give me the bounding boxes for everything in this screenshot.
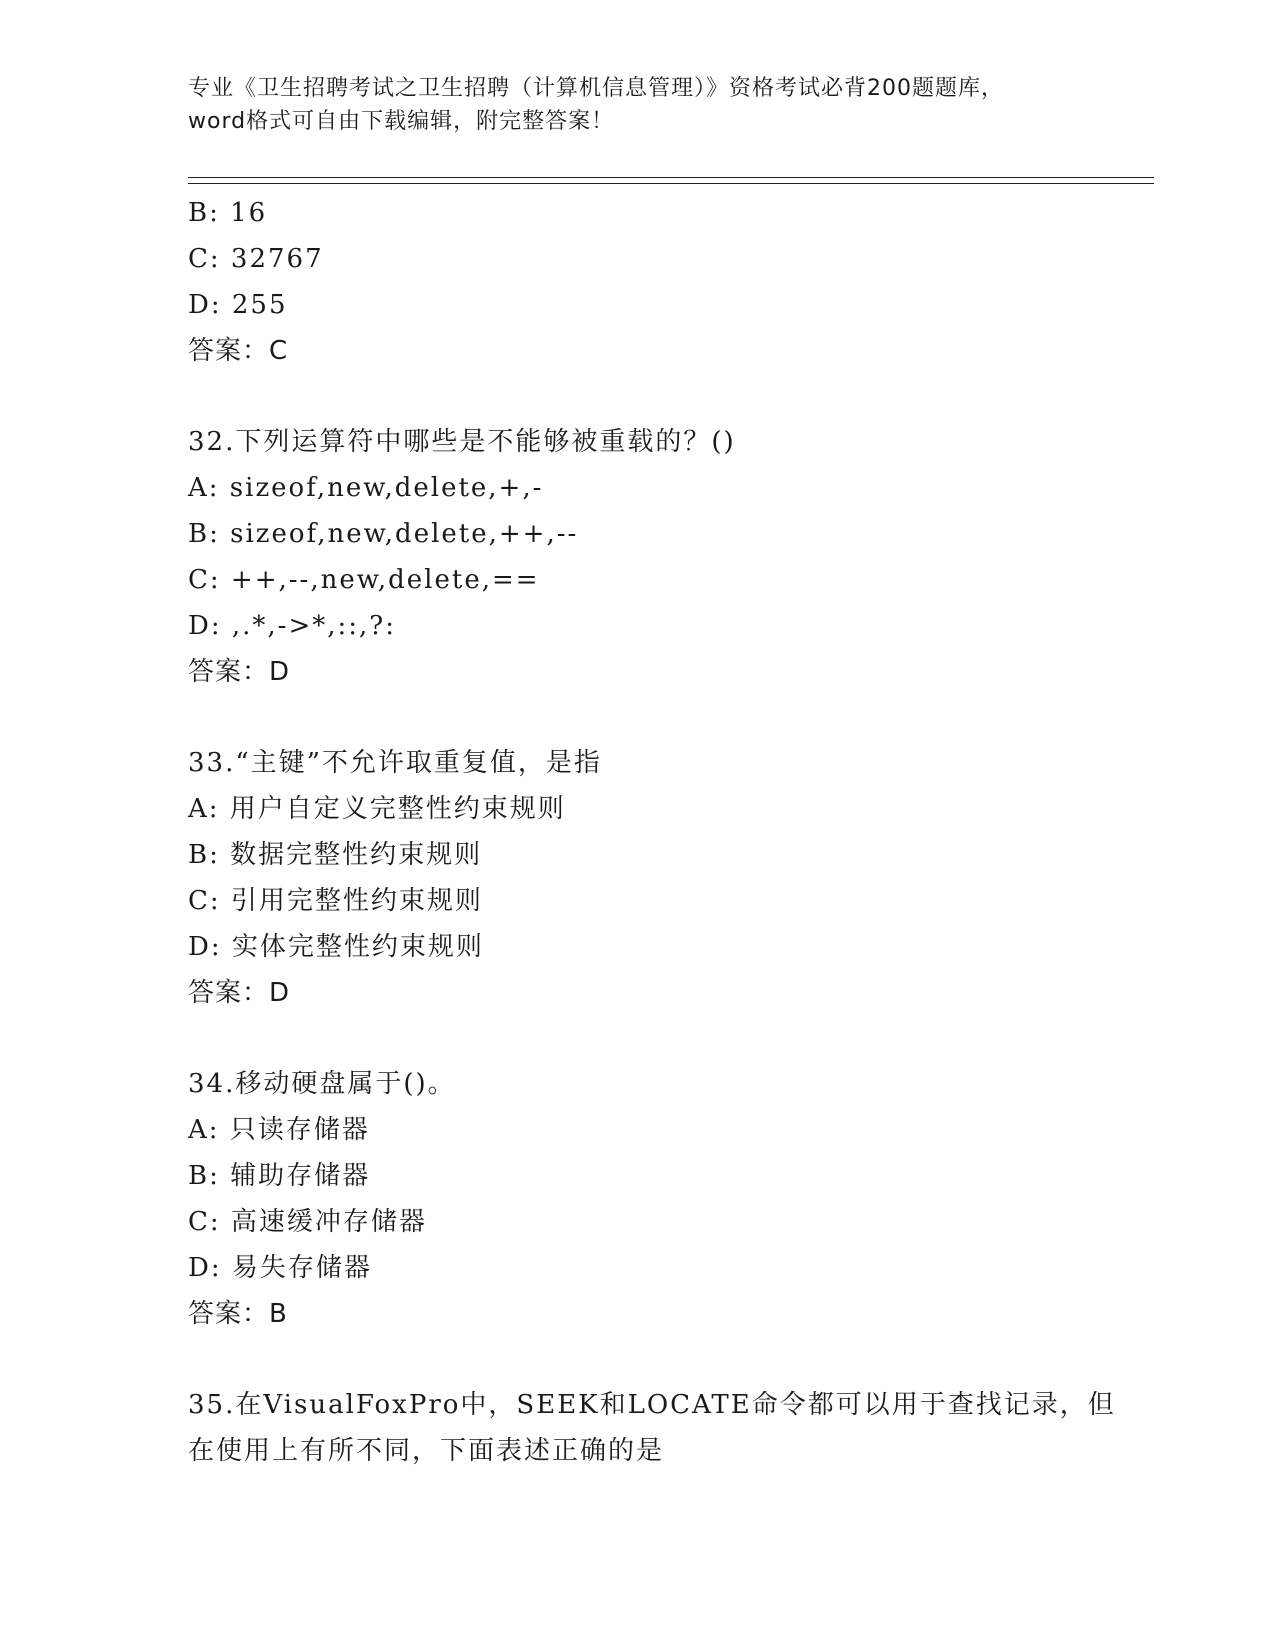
answer-line: 答案：C xyxy=(188,336,289,366)
spacer xyxy=(188,1016,1108,1061)
option-c: C: 32767 xyxy=(188,244,324,274)
option-a: A: 用户自定义完整性约束规则 xyxy=(188,794,566,824)
option-c: C: ++,--,new,delete,== xyxy=(188,565,540,595)
spacer xyxy=(188,1337,1108,1382)
question-stem: 33.“主键”不允许取重复值，是指 xyxy=(188,748,602,778)
option-a: A: 只读存储器 xyxy=(188,1115,370,1145)
header-divider-top xyxy=(188,177,1154,178)
question-stem: 32.下列运算符中哪些是不能够被重载的？() xyxy=(188,427,736,457)
option-c: C: 高速缓冲存储器 xyxy=(188,1207,427,1237)
question-33 xyxy=(188,740,1108,1016)
option-d: D: 255 xyxy=(188,290,288,320)
question-stem: 34.移动硬盘属于()。 xyxy=(188,1069,456,1099)
header-divider-bottom xyxy=(188,183,1154,184)
option-d: D: 实体完整性约束规则 xyxy=(188,932,484,962)
question-stem-line-1: 35.在VisualFoxPro中，SEEK和LOCATE命令都可以用于查找记录，但 xyxy=(188,1390,1116,1420)
option-c: C: 引用完整性约束规则 xyxy=(188,886,483,916)
spacer xyxy=(188,374,1108,419)
option-b: B: 16 xyxy=(188,198,268,228)
question-stem-line-2: 在使用上有所不同，下面表述正确的是 xyxy=(188,1436,665,1466)
question-35 xyxy=(188,1382,1116,1474)
question-32 xyxy=(188,419,1108,695)
option-b: B: 数据完整性约束规则 xyxy=(188,840,483,870)
document-header xyxy=(188,72,1088,138)
questions-body xyxy=(188,190,1116,1474)
option-d: D: ,.*,->*,::,?: xyxy=(188,611,396,641)
answer-line: 答案：B xyxy=(188,1299,288,1329)
answer-line: 答案：D xyxy=(188,657,291,687)
header-line-2: word格式可自由下载编辑，附完整答案！ xyxy=(188,109,615,134)
option-b: B: 辅助存储器 xyxy=(188,1161,371,1191)
option-a: A: sizeof,new,delete,+,- xyxy=(188,473,544,503)
question-34 xyxy=(188,1061,1108,1337)
question-31-continued xyxy=(188,190,1108,374)
answer-line: 答案：D xyxy=(188,978,291,1008)
spacer xyxy=(188,695,1108,740)
header-line-1: 专业《卫生招聘考试之卫生招聘（计算机信息管理）》资格考试必背200题题库， xyxy=(188,76,1004,101)
option-d: D: 易失存储器 xyxy=(188,1253,372,1283)
option-b: B: sizeof,new,delete,++,-- xyxy=(188,519,579,549)
